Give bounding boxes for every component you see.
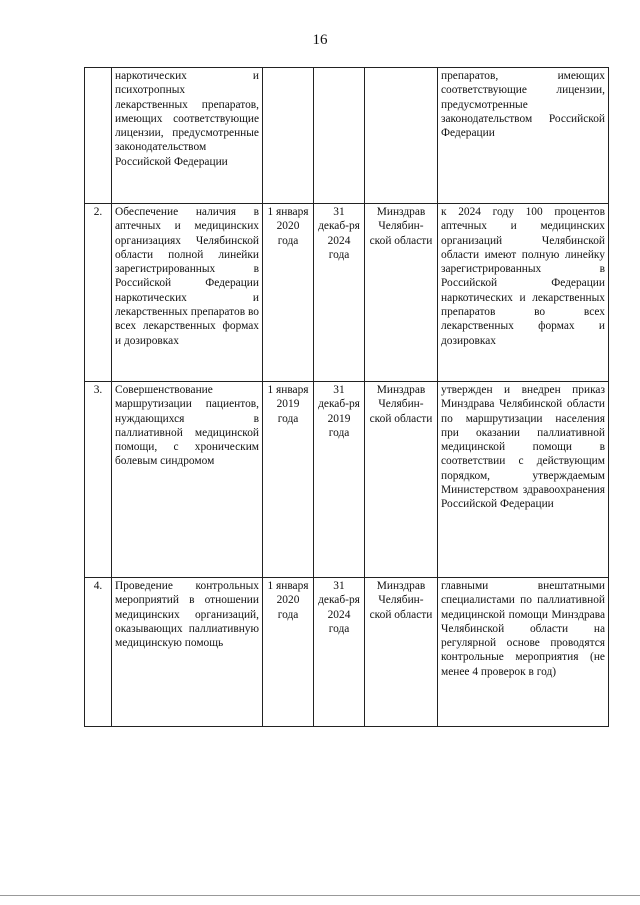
end-date-cell: 31 декаб-ря 2019 года: [314, 382, 365, 578]
start-date-cell: 1 января 2020 года: [263, 204, 314, 382]
measure-cell: наркотических и психотропных лекарственных препаратов, имеющих соответствующие лицензии, предусмотренные законодательством Российской Федерации: [112, 68, 263, 204]
end-date-cell: 31 декаб-ря 2024 года: [314, 578, 365, 727]
start-date-cell: 1 января 2020 года: [263, 578, 314, 727]
result-cell: к 2024 году 100 процентов аптечных и медицинских организаций Челябинской области имеют полную линейку зарегистрированных в Российской Федерации наркотических и лекарственных препаратов во всех лекарственных формах и дозировках: [438, 204, 609, 382]
row-number: 2.: [85, 204, 112, 382]
end-date-cell: [314, 68, 365, 204]
table-row: [85, 578, 609, 727]
result-cell: препаратов, имеющих соответствующие лицензии, предусмотренные законодательством Российской Федерации: [438, 68, 609, 204]
table-row: [85, 204, 609, 382]
result-cell: утвержден и внедрен приказ Минздрава Челябинской области по маршрутизации населения при оказании паллиативной медицинской помощи в соответствии с действующим порядком, утверждаемым Министерством здравоохранения Российской Федерации: [438, 382, 609, 578]
result-cell: главными внештатными специалистами по паллиативной медицинской помощи Минздрава Челябинской области на регулярной основе проводятся контрольные мероприятия (не менее 4 проверок в год): [438, 578, 609, 727]
end-date-cell: 31 декаб-ря 2024 года: [314, 204, 365, 382]
row-number: [85, 68, 112, 204]
responsible-cell: Минздрав Челябин-ской области: [365, 382, 438, 578]
row-number: 4.: [85, 578, 112, 727]
responsible-cell: Минздрав Челябин-ской области: [365, 204, 438, 382]
page-number: 16: [312, 32, 328, 48]
measures-table: [84, 67, 609, 727]
measure-cell: Обеспечение наличия в аптечных и медицинских организациях Челябинской области полной линейки зарегистрированных в Российской Федерации наркотических и лекарственных препаратов во всех лекарственных формах и дозировках: [112, 204, 263, 382]
responsible-cell: Минздрав Челябин-ской области: [365, 578, 438, 727]
measure-cell: Совершенствование маршрутизации пациентов, нуждающихся в паллиативной медицинской помощи, с хроническим болевым синдромом: [112, 382, 263, 578]
start-date-cell: 1 января 2019 года: [263, 382, 314, 578]
row-number: 3.: [85, 382, 112, 578]
measure-cell: Проведение контрольных мероприятий в отношении медицинских организаций, оказывающих паллиативную медицинскую помощь: [112, 578, 263, 727]
responsible-cell: [365, 68, 438, 204]
table-row: [85, 382, 609, 578]
start-date-cell: [263, 68, 314, 204]
table-row: [85, 68, 609, 204]
bottom-divider: [0, 895, 640, 896]
